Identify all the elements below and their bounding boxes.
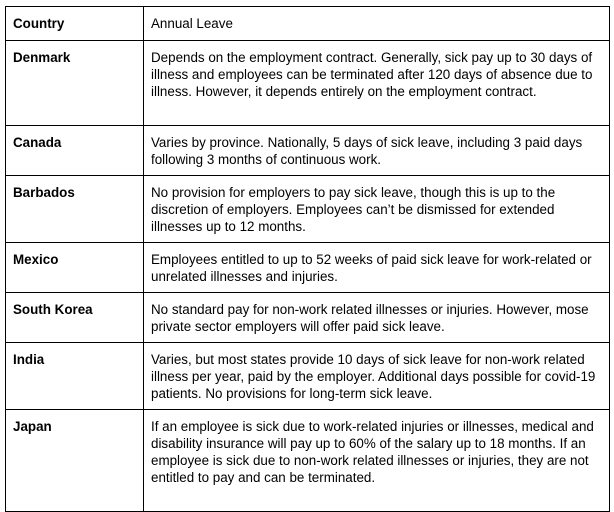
leave-cell: Varies by province. Nationally, 5 days of sick leave, including 3 paid days following 3 months of continuous work. — [144, 126, 610, 176]
table-row — [6, 343, 610, 410]
table-row — [6, 243, 610, 293]
leave-cell: No provision for employers to pay sick leave, though this is up to the discretion of employers. Employees can’t be dismissed for extended illnesses up to 12 months. — [144, 176, 610, 243]
table-row — [6, 41, 610, 126]
table-row — [6, 126, 610, 176]
header-annual-leave: Annual Leave — [144, 7, 610, 41]
sick-leave-table-container — [5, 6, 609, 512]
header-country: Country — [6, 7, 144, 41]
country-cell: Japan — [6, 410, 144, 512]
leave-cell: Employees entitled to up to 52 weeks of paid sick leave for work-related or unrelated illnesses and injuries. — [144, 243, 610, 293]
leave-cell: If an employee is sick due to work-related injuries or illnesses, medical and disability insurance will pay up to 60% of the salary up to 18 months. If an employee is sick due to non-work related illnesses or injuries, they are not entitled to pay and can be terminated. — [144, 410, 610, 512]
sick-leave-table — [5, 6, 610, 512]
leave-cell: Varies, but most states provide 10 days of sick leave for non-work related illness per year, paid by the employer. Additional days possible for covid-19 patients. No provisions for long-term sick leave. — [144, 343, 610, 410]
table-row — [6, 293, 610, 343]
country-cell: India — [6, 343, 144, 410]
country-cell: Canada — [6, 126, 144, 176]
leave-cell: No standard pay for non-work related illnesses or injuries. However, mose private sector employers will offer paid sick leave. — [144, 293, 610, 343]
table-row — [6, 176, 610, 243]
country-cell: Barbados — [6, 176, 144, 243]
table-header-row — [6, 7, 610, 41]
country-cell: Denmark — [6, 41, 144, 126]
country-cell: South Korea — [6, 293, 144, 343]
country-cell: Mexico — [6, 243, 144, 293]
leave-cell: Depends on the employment contract. Generally, sick pay up to 30 days of illness and employees can be terminated after 120 days of absence due to illness. However, it depends entirely on the employment contract. — [144, 41, 610, 126]
table-row — [6, 410, 610, 512]
